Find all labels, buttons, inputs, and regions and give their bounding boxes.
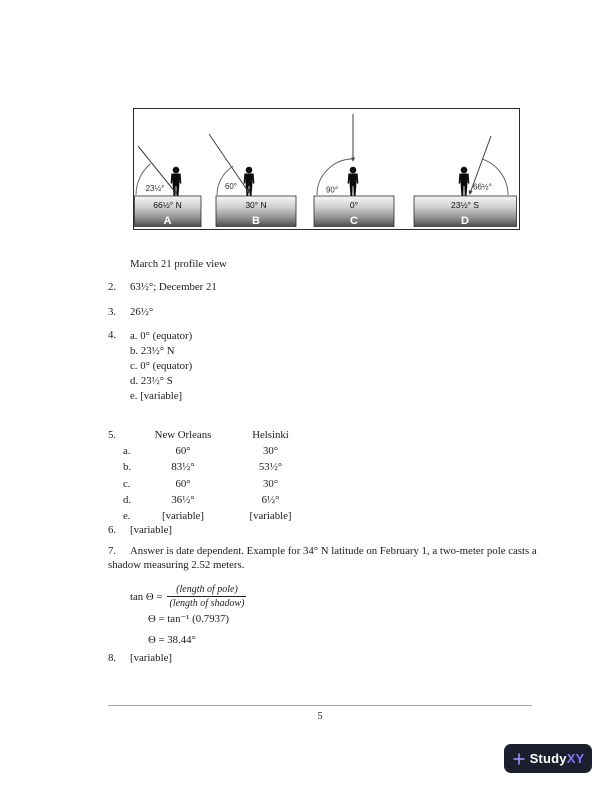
answer-3-number: 3. (108, 306, 117, 318)
formula-numerator: (length of pole) (167, 583, 246, 597)
answer-7-formula-step3: Θ = 38.44° (148, 634, 196, 646)
q5-cell: 30° (262, 445, 279, 458)
answer-1-continuation: March 21 profile view (130, 258, 227, 270)
formula-lhs: tan Θ = (130, 590, 163, 603)
answer-7-line1: Answer is date dependent. Example for 34° N latitude on February 1, a two-meter pole casts a (130, 545, 537, 557)
formula-denominator: (length of shadow) (169, 598, 245, 609)
q5-cell: 83½° (171, 461, 195, 474)
q5-empty-cell (123, 429, 138, 445)
answer-8-number: 8. (108, 652, 117, 664)
logo-text-study: Study (529, 751, 567, 766)
panel-letter-c: C (350, 215, 358, 227)
sun-angle-diagram-svg (134, 109, 517, 227)
answer-4 (108, 329, 192, 404)
q5-cell: 60° (175, 445, 191, 458)
answer-3 (108, 306, 153, 318)
answer-7 (108, 545, 537, 557)
answer-5-table (123, 429, 313, 526)
answer-8-text: [variable] (130, 652, 172, 664)
q5-row-letter: c. (123, 477, 131, 490)
latitude-label-c: 0° (349, 200, 359, 210)
q5-cell: 60° (175, 477, 191, 490)
answer-7-formula-line1 (130, 583, 246, 610)
q5-row-letter: d. (123, 493, 132, 506)
sun-angle-diagram (133, 108, 520, 230)
answer-7-line2: shadow measuring 2.52 meters. (108, 559, 245, 571)
answer-4-line-d: d. 23½° S (130, 375, 173, 387)
latitude-label-d: 23½° S (451, 200, 479, 210)
answer-6-text: [variable] (130, 524, 172, 536)
answer-2-text: 63½°; December 21 (130, 281, 217, 293)
q5-cell: 30° (262, 477, 279, 490)
angle-label-d: 66½° (473, 182, 492, 192)
q5-cell: [variable] (162, 509, 204, 522)
answer-6-number: 6. (108, 524, 117, 536)
answer-4-line-e: e. [variable] (130, 390, 183, 402)
q5-cell: 6½° (261, 493, 280, 506)
page-number: 5 (317, 711, 323, 722)
formula-fraction (167, 583, 246, 610)
latitude-label-b: 30° N (245, 200, 267, 210)
q5-cell: 36½° (171, 493, 195, 506)
panel-letter-b: B (252, 215, 260, 227)
panel-letter-d: D (461, 215, 469, 227)
q5-row-letter: e. (123, 509, 131, 522)
answer-2-number: 2. (108, 281, 117, 293)
q5-col1-header: New Orleans (154, 429, 212, 441)
answer-4-line-c: c. 0° (equator) (130, 360, 193, 372)
q5-col2-header: Helsinki (252, 429, 289, 441)
person-figure-d (459, 167, 470, 196)
answer-2 (108, 281, 217, 293)
angle-label-c: 90° (325, 185, 339, 195)
answer-8 (108, 652, 172, 664)
logo-text-xy: XY (566, 751, 585, 766)
q5-row-letter: b. (123, 461, 132, 474)
answer-3-text: 26½° (130, 306, 154, 318)
footer-divider (108, 705, 532, 706)
answer-6 (108, 524, 172, 536)
person-figure-c (348, 167, 359, 196)
plus-icon (512, 752, 526, 766)
angle-label-a: 23½° (145, 184, 165, 193)
answer-7-formula-step2: Θ = tan⁻¹ (0.7937) (148, 613, 229, 625)
angle-label-b: 60° (224, 182, 238, 191)
studyxy-logo-text (530, 751, 585, 766)
q5-row-letter: a. (123, 445, 131, 458)
answer-5-number: 5. (108, 429, 117, 441)
answer-4-line-b: b. 23½° N (130, 345, 175, 357)
answer-4-line-a: a. 0° (equator) (130, 330, 193, 342)
studyxy-logo (504, 744, 592, 773)
latitude-label-a: 66½° N (153, 200, 182, 210)
q5-cell: [variable] (249, 509, 292, 522)
answer-4-number: 4. (108, 329, 117, 341)
sun-ray-arrow-c (351, 158, 355, 163)
answer-4-lines (130, 329, 192, 404)
panel-letter-a: A (163, 215, 172, 227)
q5-cell: 53½° (258, 461, 283, 474)
answer-7-number: 7. (108, 545, 117, 557)
